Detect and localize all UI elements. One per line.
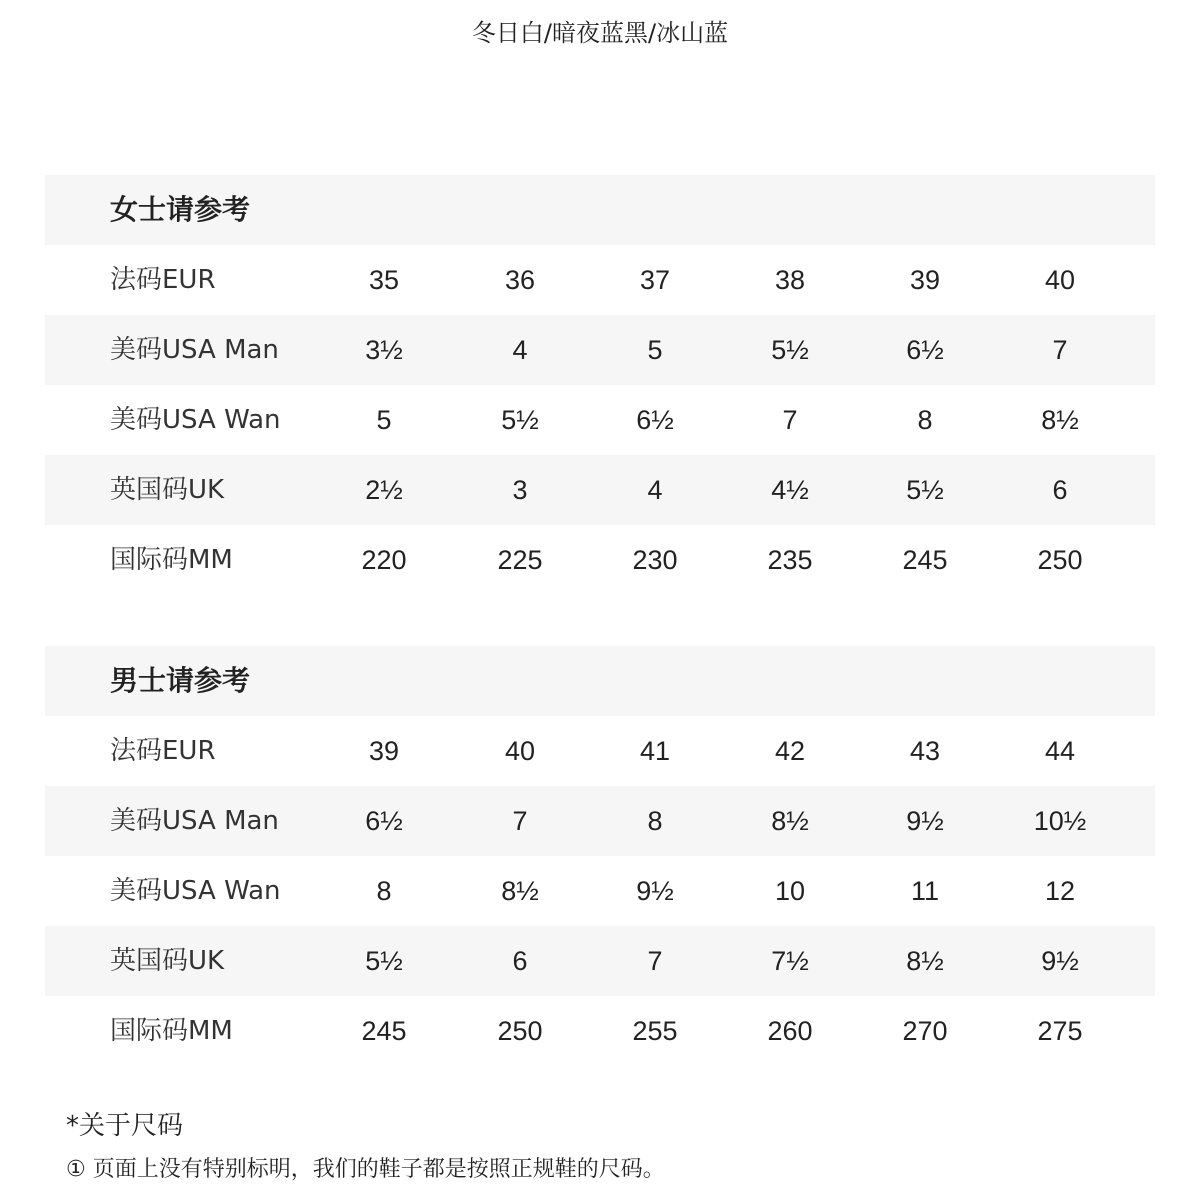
size-cell: 39: [368, 736, 400, 766]
men-row-label: 英国码UK: [110, 946, 225, 976]
size-cell: 3½: [365, 335, 403, 365]
size-cell: 5½: [906, 475, 944, 505]
women-row-eur: [45, 245, 1155, 315]
size-cell: 11: [910, 876, 940, 906]
color-options-title: 冬日白/暗夜蓝黑/冰山蓝: [471, 19, 729, 47]
men-row-label: 美码USA Wan: [110, 876, 281, 906]
size-cell: 225: [497, 545, 543, 575]
size-cell: 220: [361, 545, 407, 575]
size-cell: 275: [1037, 1016, 1083, 1046]
size-cell: 9½: [906, 806, 944, 836]
men-row-mm: [45, 996, 1155, 1066]
size-cell: 5: [376, 405, 392, 435]
women-section-heading: 女士请参考: [110, 193, 251, 226]
size-cell: 9½: [1041, 946, 1079, 976]
men-row-label: 美码USA Man: [110, 806, 279, 836]
size-cell: 42: [774, 736, 806, 766]
men-row-usa-man: [45, 786, 1155, 856]
size-cell: 7: [782, 405, 798, 435]
men-row-label: 国际码MM: [110, 1016, 233, 1046]
women-row-label: 英国码UK: [110, 475, 225, 505]
size-cell: 40: [1044, 265, 1076, 295]
size-cell: 37: [639, 265, 671, 295]
women-heading-row: [45, 175, 1155, 245]
women-row-label: 法码EUR: [110, 265, 216, 295]
size-cell: 230: [632, 545, 678, 575]
size-cell: 245: [361, 1016, 407, 1046]
size-cell: 7: [1052, 335, 1068, 365]
size-cell: 41: [639, 736, 671, 766]
size-cell: 8: [647, 806, 663, 836]
size-cell: 8: [917, 405, 933, 435]
women-row-label: 美码USA Wan: [110, 405, 281, 435]
size-cell: 7: [512, 806, 528, 836]
size-cell: 2½: [365, 475, 403, 505]
size-cell: 6: [1052, 475, 1068, 505]
size-note-line: ① 页面上没有特别标明，我们的鞋子都是按照正规鞋的尺码。: [66, 1157, 665, 1182]
size-cell: 44: [1044, 736, 1076, 766]
women-row-label: 美码USA Man: [110, 335, 279, 365]
size-cell: 260: [767, 1016, 813, 1046]
size-cell: 40: [504, 736, 536, 766]
size-cell: 270: [902, 1016, 948, 1046]
size-cell: 38: [774, 265, 806, 295]
women-row-label: 国际码MM: [110, 545, 233, 575]
size-cell: 245: [902, 545, 948, 575]
men-size-table: [45, 646, 1155, 1066]
women-size-table: [45, 175, 1155, 595]
size-cell: 9½: [636, 876, 674, 906]
men-heading-row: [45, 646, 1155, 716]
men-section-heading: 男士请参考: [110, 664, 251, 697]
size-cell: 8½: [771, 806, 809, 836]
size-cell: 10: [774, 876, 806, 906]
women-row-usa-wan: [45, 385, 1155, 455]
size-cell: 3: [512, 475, 528, 505]
size-cell: 6½: [906, 335, 944, 365]
size-cell: 5: [647, 335, 663, 365]
size-cell: 5½: [771, 335, 809, 365]
size-cell: 6½: [636, 405, 674, 435]
size-cell: 250: [497, 1016, 543, 1046]
size-cell: 4: [512, 335, 528, 365]
size-cell: 7½: [771, 946, 809, 976]
size-cell: 12: [1044, 876, 1076, 906]
size-cell: 8: [376, 876, 392, 906]
size-cell: 7: [647, 946, 663, 976]
size-note-heading: *关于尺码: [66, 1111, 184, 1141]
size-cell: 8½: [501, 876, 539, 906]
men-row-usa-wan: [45, 856, 1155, 926]
size-cell: 4: [647, 475, 663, 505]
size-cell: 39: [909, 265, 941, 295]
women-row-uk: [45, 455, 1155, 525]
size-cell: 5½: [501, 405, 539, 435]
men-row-uk: [45, 926, 1155, 996]
women-row-usa-man: [45, 315, 1155, 385]
men-row-eur: [45, 716, 1155, 786]
size-cell: 8½: [1041, 405, 1079, 435]
size-cell: 36: [504, 265, 536, 295]
size-cell: 5½: [365, 946, 403, 976]
size-cell: 235: [767, 545, 813, 575]
size-cell: 6½: [365, 806, 403, 836]
size-cell: 10½: [1033, 806, 1087, 836]
size-cell: 8½: [906, 946, 944, 976]
women-row-mm: [45, 525, 1155, 595]
size-cell: 250: [1037, 545, 1083, 575]
size-cell: 6: [512, 946, 528, 976]
size-cell: 4½: [771, 475, 809, 505]
size-cell: 255: [632, 1016, 678, 1046]
men-row-label: 法码EUR: [110, 736, 216, 766]
size-cell: 35: [368, 265, 400, 295]
size-cell: 43: [909, 736, 941, 766]
